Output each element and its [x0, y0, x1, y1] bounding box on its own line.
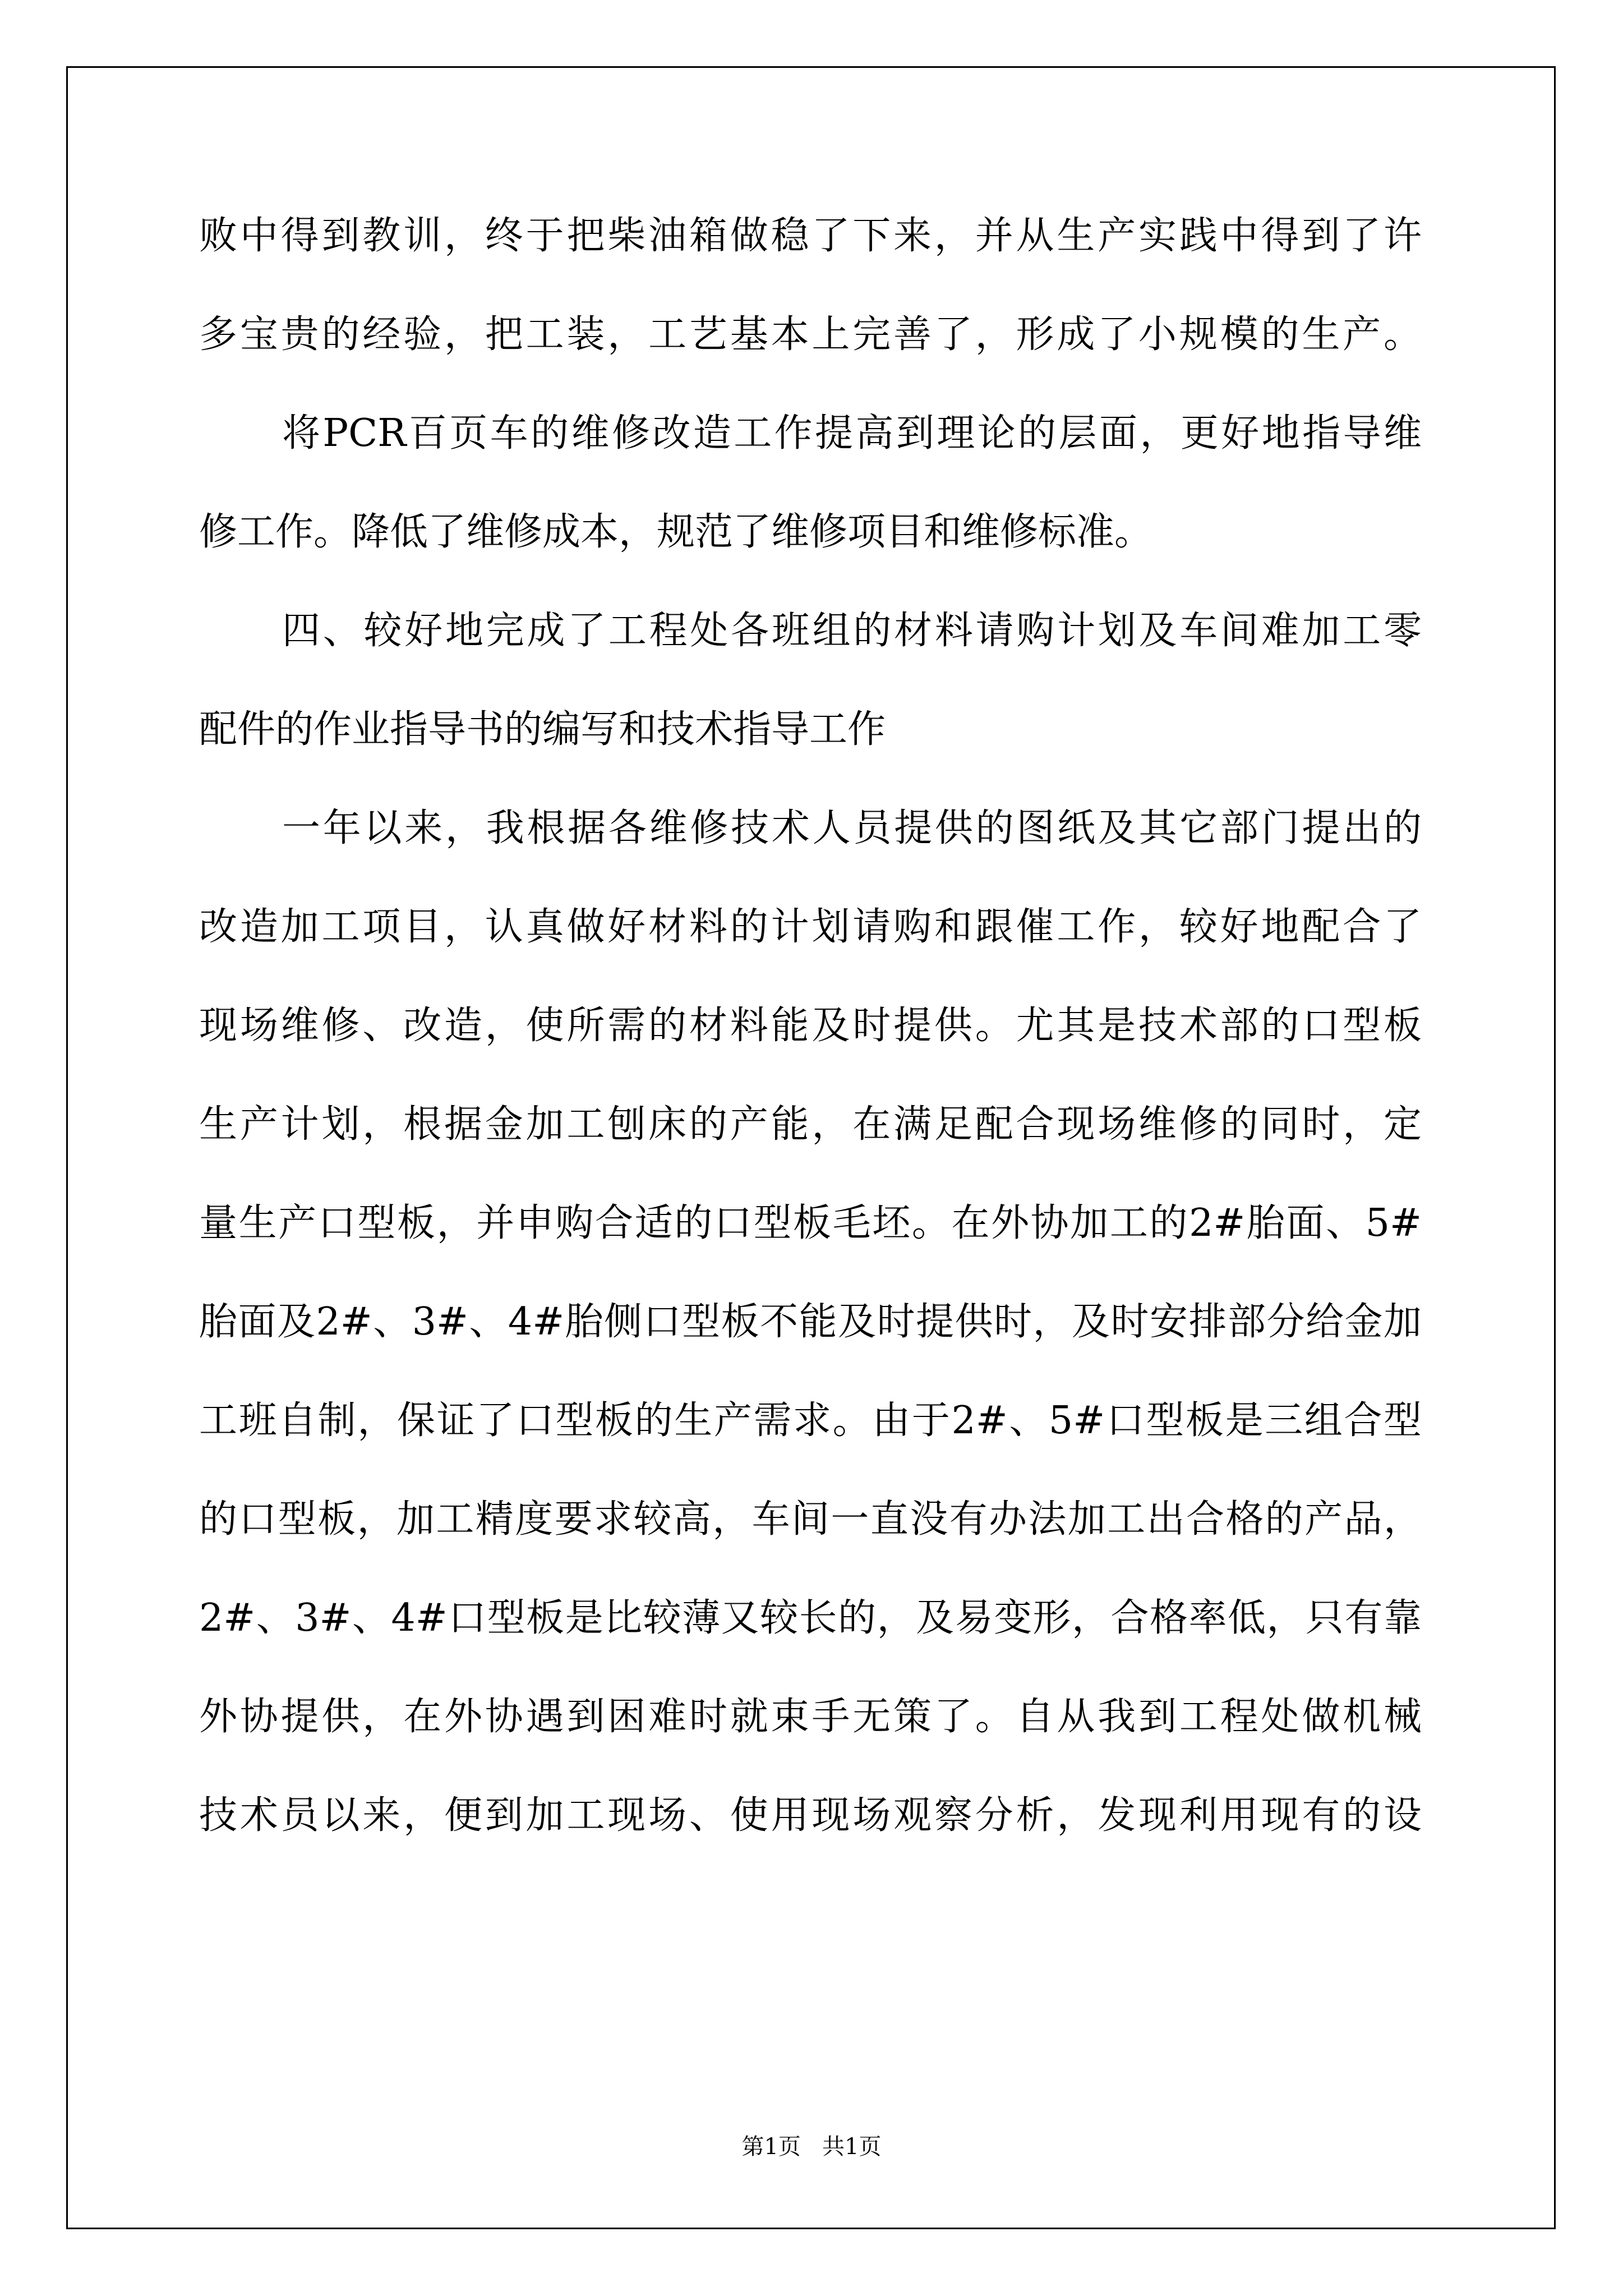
text-line: 修工作。降低了维修成本，规范了维修项目和维修标准。	[199, 510, 1153, 554]
text-line: 多宝贵的经验，把工装，工艺基本上完善了，形成了小规模的生产。	[199, 312, 1422, 357]
page-footer: 第1页 共1页	[741, 2134, 882, 2160]
text-line: 技术员以来，便到加工现场、使用现场观察分析，发现利用现有的设	[199, 1793, 1422, 1838]
text-line: 量生产口型板，并申购合适的口型板毛坯。在外协加工的2#胎面、5#	[199, 1201, 1422, 1245]
text-line: 的口型板，加工精度要求较高，车间一直没有办法加工出合格的产品，	[199, 1497, 1422, 1542]
text-line: 胎面及2#、3#、4#胎侧口型板不能及时提供时，及时安排部分给金加	[199, 1300, 1422, 1344]
text-line: 改造加工项目，认真做好材料的计划请购和跟催工作，较好地配合了	[199, 905, 1422, 949]
text-line: 四、较好地完成了工程处各班组的材料请购计划及车间难加工零	[282, 609, 1422, 653]
text-line: 将PCR百页车的维修改造工作提高到理论的层面，更好地指导维	[282, 411, 1422, 455]
text-line: 配件的作业指导书的编写和技术指导工作	[199, 707, 886, 752]
text-line: 2#、3#、4#口型板是比较薄又较长的，及易变形，合格率低，只有靠	[199, 1596, 1422, 1640]
document-body	[199, 212, 1422, 1840]
text-line: 外协提供，在外协遇到困难时就束手无策了。自从我到工程处做机械	[199, 1695, 1422, 1739]
text-line: 工班自制，保证了口型板的生产需求。由于2#、5#口型板是三组合型	[199, 1398, 1422, 1443]
text-line: 生产计划，根据金加工刨床的产能，在满足配合现场维修的同时，定	[199, 1102, 1422, 1147]
text-line: 现场维修、改造，使所需的材料能及时提供。尤其是技术部的口型板	[199, 1004, 1422, 1048]
text-line: 败中得到教训，终于把柴油箱做稳了下来，并从生产实践中得到了许	[199, 214, 1422, 258]
text-line: 一年以来，我根据各维修技术人员提供的图纸及其它部门提出的	[282, 806, 1422, 850]
